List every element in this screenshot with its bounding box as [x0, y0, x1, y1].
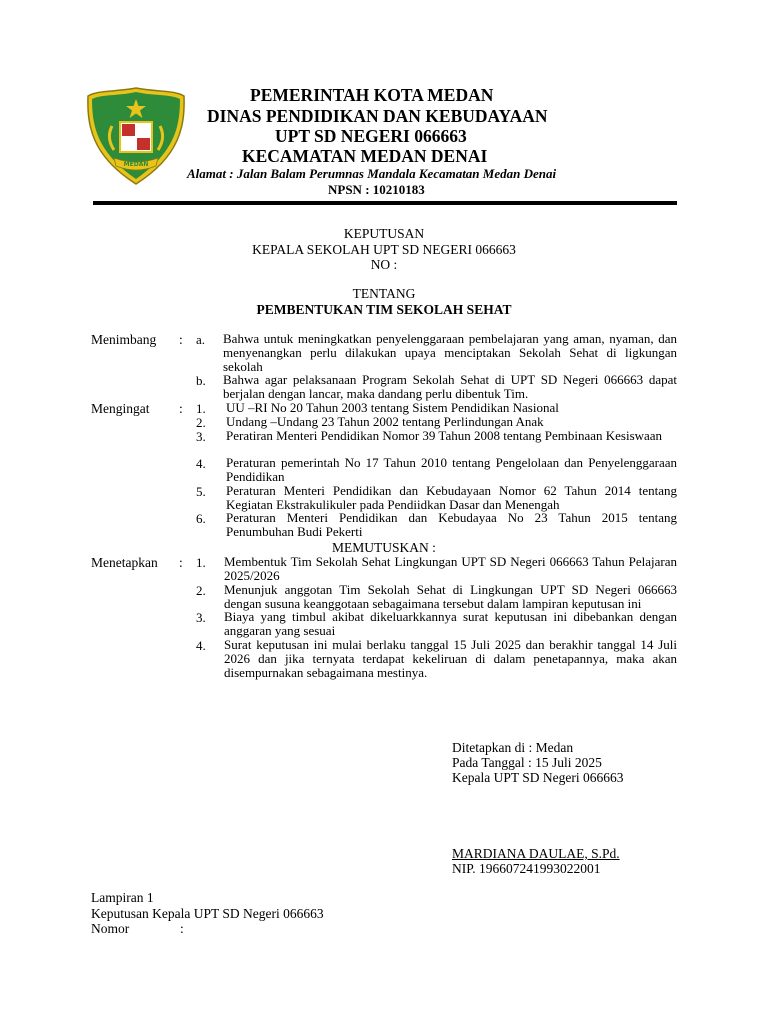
mengingat-colon: :	[179, 401, 183, 416]
letterhead-npsn: NPSN : 10210183	[328, 182, 425, 197]
menimbang-colon: :	[179, 332, 183, 347]
mengingat-label: Mengingat	[91, 401, 150, 416]
menimbang-marker-b: b.	[196, 373, 206, 388]
menetapkan-item-1: Membentuk Tim Sekolah Sehat Lingkungan UPT SD Negeri 066663 Tahun Pelajaran 2025/2026	[224, 554, 677, 583]
mengingat-item-3: Peratiran Menteri Pendidikan Nomor 39 Tahun 2008 tentang Pembinaan Kesiswaan	[226, 428, 663, 443]
letterhead-divider	[93, 201, 677, 205]
signatory-name: MARDIANA DAULAE, S.Pd.	[452, 846, 620, 861]
mengingat-marker-3: 3.	[196, 429, 206, 444]
letterhead-line-4: KECAMATAN MEDAN DENAI	[242, 146, 488, 166]
signature-place: Ditetapkan di : Medan	[452, 740, 574, 755]
menimbang-item-a: Bahwa untuk meningkatkan penyelenggaraan pembelajaran yang aman, nyaman, dan menyenangkan perlu dilakukan upaya menciptakan Sekolah Sehat di ligkungan sekolah	[223, 331, 677, 374]
logo-ribbon-text: MEDAN	[123, 161, 149, 168]
signature-position: Kepala UPT SD Negeri 066663	[452, 770, 624, 785]
menimbang-item-b: Bahwa agar pelaksanaan Program Sekolah Sehat di UPT SD Negeri 066663 dapat berjalan dengan lancar, maka dandang perlu dibentuk Tim.	[223, 372, 677, 401]
menetapkan-item-4: Surat keputusan ini mulai berlaku tanggal 15 Juli 2025 dan berakhir tanggal 14 Juli 2026 dan jika ternyata terdapat kekeliruan di dalam penetapannya, maka akan disempurnakan sebagaimana mestinya.	[224, 637, 677, 680]
decree-keputusan: KEPUTUSAN	[343, 226, 425, 241]
menetapkan-item-2: Menunjuk anggotan Tim Sekolah Sehat di Lingkungan UPT SD Negeri 066663 dengan susuna keanggotaan sebagaimana tersebut dalam lampiran keputusan ini	[224, 582, 677, 611]
menetapkan-marker-3: 3.	[196, 610, 206, 625]
menetapkan-marker-2: 2.	[196, 583, 206, 598]
mengingat-marker-5: 5.	[196, 484, 206, 499]
lampiran-reference: Keputusan Kepala UPT SD Negeri 066663	[91, 906, 324, 921]
mengingat-marker-2: 2.	[196, 415, 206, 430]
menetapkan-colon: :	[179, 555, 183, 570]
menetapkan-marker-1: 1.	[196, 555, 206, 570]
lampiran-title: Lampiran 1	[91, 890, 154, 905]
decree-number: NO :	[370, 257, 398, 272]
signatory-nip: NIP. 196607241993022001	[452, 861, 601, 876]
letterhead-line-1: PEMERINTAH KOTA MEDAN	[250, 85, 494, 105]
mengingat-item-4: Peraturan pemerintah No 17 Tahun 2010 tentang Pengelolaan dan Penyelenggaraan Pendidikan	[226, 455, 677, 484]
mengingat-marker-4: 4.	[196, 456, 206, 471]
decree-subject: PEMBENTUKAN TIM SEKOLAH SEHAT	[256, 302, 512, 317]
letterhead-line-2: DINAS PENDIDIKAN DAN KEBUDAYAAN	[207, 106, 548, 126]
lampiran-nomor-colon: :	[180, 921, 184, 936]
signature-date: Pada Tanggal : 15 Juli 2025	[452, 755, 602, 770]
letterhead-line-3: UPT SD NEGERI 066663	[275, 126, 467, 146]
menetapkan-marker-4: 4.	[196, 638, 206, 653]
mengingat-item-1: UU –RI No 20 Tahun 2003 tentang Sistem Pendidikan Nasional	[226, 400, 559, 415]
mengingat-item-6: Peraturan Menteri Pendidikan dan Kebudayaa No 23 Tahun 2015 tentang Penumbuhan Budi Pekerti	[226, 510, 677, 539]
menimbang-label: Menimbang	[91, 332, 157, 347]
mengingat-item-2: Undang –Undang 23 Tahun 2002 tentang Perlindungan Anak	[226, 414, 544, 429]
decree-tentang: TENTANG	[352, 286, 416, 301]
mengingat-marker-6: 6.	[196, 511, 206, 526]
menetapkan-label: Menetapkan	[91, 555, 158, 570]
letterhead-address: Alamat : Jalan Balam Perumnas Mandala Kecamatan Medan Denai	[187, 166, 557, 181]
memutuskan-heading: MEMUTUSKAN :	[332, 540, 436, 555]
mengingat-item-5: Peraturan Menteri Pendidikan dan Kebudayaan Nomor 62 Tahun 2014 tentang Kegiatan Ekstrakulikuler pada Pendiidkan Dasar dan Menengah	[226, 483, 677, 512]
decree-issuer: KEPALA SEKOLAH UPT SD NEGERI 066663	[252, 242, 516, 257]
mengingat-marker-1: 1.	[196, 401, 206, 416]
menimbang-marker-a: a.	[196, 332, 206, 347]
city-emblem-logo	[84, 86, 188, 186]
menetapkan-item-3: Biaya yang timbul akibat dikeluarkkannya surat keputusan ini dibebankan dengan anggaran yang sesuai	[224, 609, 677, 638]
lampiran-nomor-label: Nomor	[91, 921, 130, 936]
